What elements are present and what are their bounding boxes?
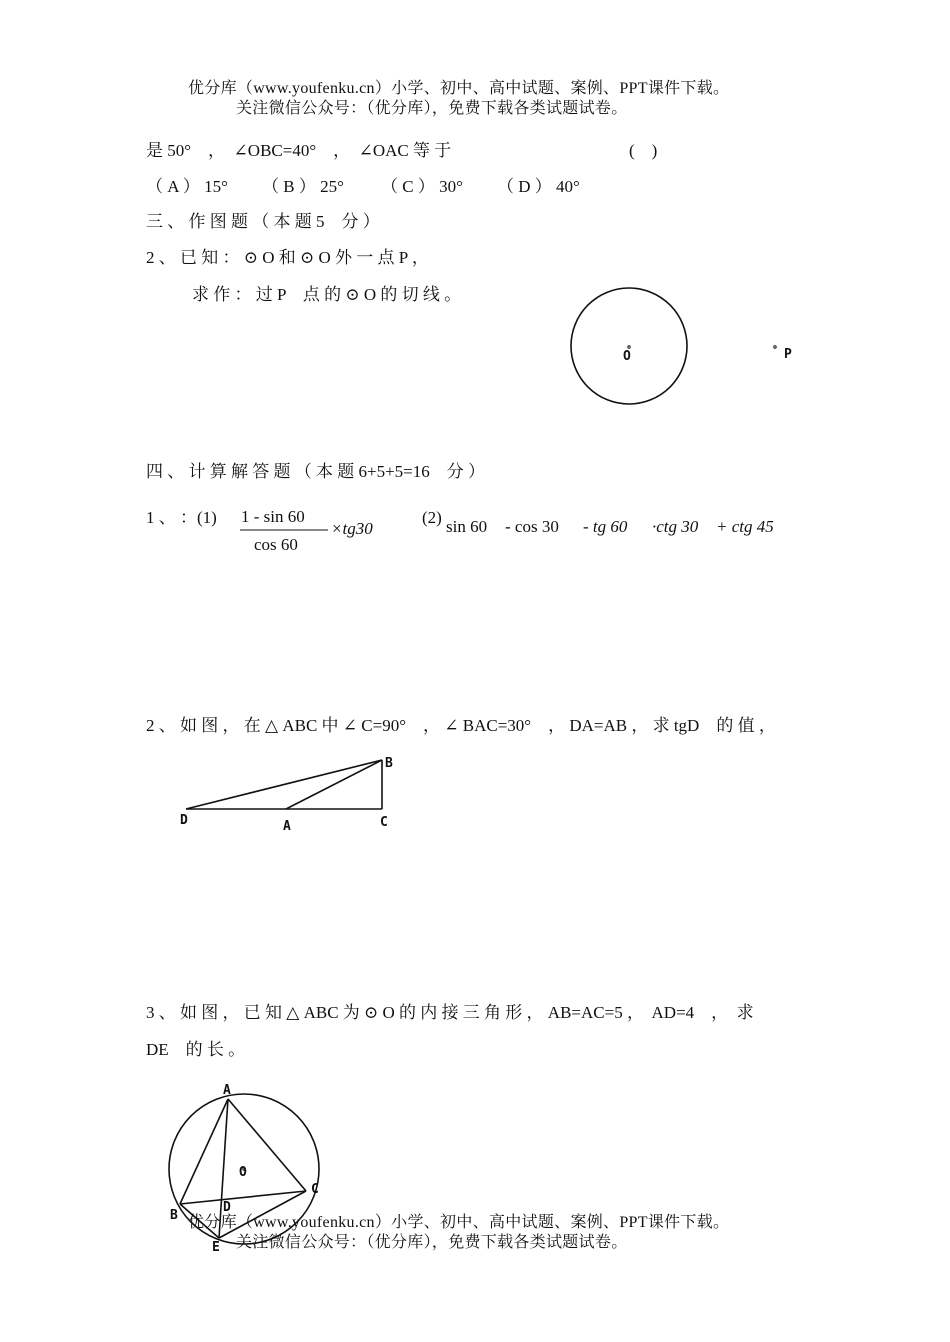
center-dot xyxy=(628,346,630,348)
label-a: A xyxy=(283,819,291,834)
section3-q2-line1: 2 、 已 知 ： ⊙ O 和 ⊙ O 外 一 点 P ， xyxy=(146,248,429,267)
page-header-line1: 优分库（www.youfenku.cn）小学、初中、高中试题、案例、PPT课件下载。 xyxy=(188,80,730,97)
label-e: E xyxy=(212,1240,220,1255)
section3-title: 三 、 作 图 题 （ 本 题 5 分 ） xyxy=(146,212,380,231)
q1-denominator: cos 60 xyxy=(254,535,298,554)
segment-ab xyxy=(286,760,382,809)
label-a: A xyxy=(223,1083,231,1098)
segment-db xyxy=(186,760,382,809)
label-d: D xyxy=(180,813,188,828)
q3-line1: 3 、 如 图 ， 已 知 △ ABC 为 ⊙ O 的 内 接 三 角 形 ， AB=AC=5 ， AD=4 ， 求 xyxy=(146,1003,754,1022)
mc-question-stem: 是 50° ， ∠OBC=40° ， ∠OAC 等 于 xyxy=(146,141,452,160)
circle-point-figure xyxy=(560,280,820,415)
mc-answer-blank: ( ) xyxy=(629,141,658,160)
page-footer-line1: 优分库（www.youfenku.cn）小学、初中、高中试题、案例、PPT课件下载。 xyxy=(188,1214,730,1231)
point-p-dot xyxy=(774,346,776,348)
q1-expr-ctg30: ·ctg 30 xyxy=(652,517,699,536)
section4-title: 四 、 计 算 解 答 题 （ 本 题 6+5+5=16 分 ） xyxy=(146,462,486,481)
page-footer-line2: 关注微信公众号：（优分库），免费下载各类试题试卷。 xyxy=(236,1234,628,1251)
label-c: C xyxy=(380,815,388,830)
label-d: D xyxy=(223,1200,231,1215)
label-b: B xyxy=(170,1208,178,1223)
q1-expr-tg60: - tg 60 xyxy=(583,517,628,536)
q1-expr-ctg45: + ctg 45 xyxy=(716,517,774,536)
q1-numerator: 1 - sin 60 xyxy=(241,507,305,526)
q1-expr-sin60: sin 60 xyxy=(446,517,488,536)
label-b: B xyxy=(385,756,393,771)
section3-q2-line2: 求 作 ： 过 P 点 的 ⊙ O 的 切 线 。 xyxy=(192,285,462,304)
q1-prefix: 1 、 ：(1) xyxy=(146,508,217,527)
label-p: P xyxy=(784,347,792,362)
option-c: （ C ） 30° xyxy=(381,177,463,196)
label-o: O xyxy=(239,1165,247,1180)
q2-text: 2 、 如 图 ， 在 △ ABC 中 ∠ C=90° ， ∠ BAC=30° ， DA=AB ， 求 tgD 的 值 ， xyxy=(146,716,776,735)
label-c: C xyxy=(311,1182,319,1197)
q1-part2-label: (2) xyxy=(422,508,442,527)
label-o: O xyxy=(623,349,631,364)
option-a: （ A ） 15° xyxy=(146,177,228,196)
q3-line2: DE 的 长 。 xyxy=(146,1040,246,1059)
triangle-dbc-figure xyxy=(170,750,410,840)
segment-ab xyxy=(180,1099,228,1204)
q1-times-tg30: ×tg30 xyxy=(331,519,373,538)
page-header-line2: 关注微信公众号：（优分库），免费下载各类试题试卷。 xyxy=(236,100,628,117)
option-b: （ B ） 25° xyxy=(262,177,344,196)
q1-expr-cos30: - cos 30 xyxy=(505,517,559,536)
option-d: （ D ） 40° xyxy=(497,177,580,196)
q1-formulas xyxy=(238,500,798,560)
